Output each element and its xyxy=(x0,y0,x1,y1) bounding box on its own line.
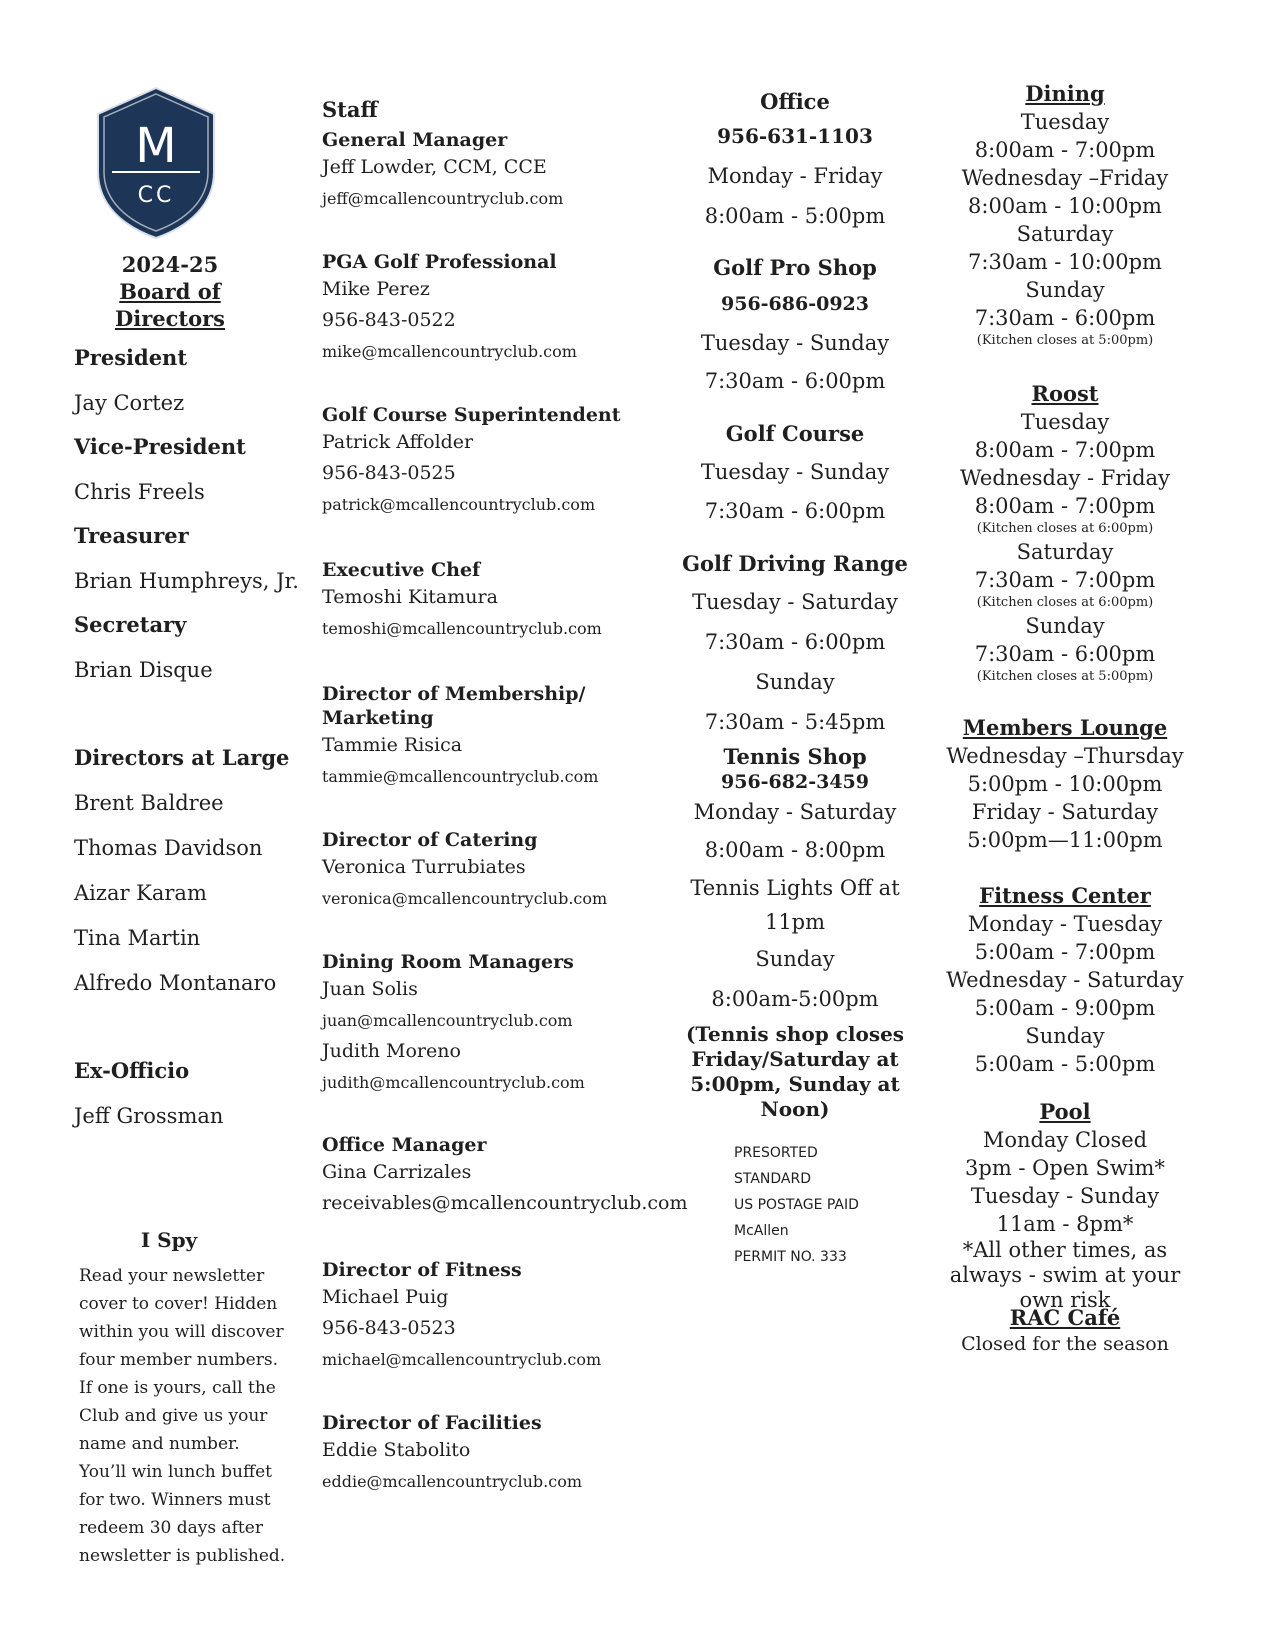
staff-name: Tammie Risica xyxy=(322,734,463,756)
lounge-line: Wednesday –Thursday xyxy=(946,744,1184,768)
ispy-line: Club and give us your xyxy=(79,1406,268,1426)
pool-line: always - swim at your xyxy=(949,1263,1181,1287)
tennis-lights: Tennis Lights Off at xyxy=(690,876,900,900)
board-title: Board of Directors xyxy=(115,279,225,331)
vice-president-name: Chris Freels xyxy=(74,480,205,504)
dining-line: 8:00am - 7:00pm xyxy=(974,138,1156,162)
driving-range-time-sunday: 7:30am - 5:45pm xyxy=(704,710,886,734)
tennis-note-line: 5:00pm, Sunday at xyxy=(690,1072,900,1096)
office-hours xyxy=(670,88,920,236)
members-lounge-hours xyxy=(940,714,1190,854)
staff-phone: 956-843-0523 xyxy=(322,1317,456,1339)
dining-line: 7:30am - 6:00pm xyxy=(974,306,1156,330)
tennis-time-sunday: 8:00am-5:00pm xyxy=(711,987,879,1011)
staff-title: Dining Room Managers xyxy=(322,951,574,973)
staff-superintendent xyxy=(322,403,621,520)
staff-catering-director xyxy=(322,828,607,914)
pro-shop-phone: 956-686-0923 xyxy=(721,293,869,315)
ispy-line: You’ll win lunch buffet xyxy=(79,1462,272,1482)
staff-name: Patrick Affolder xyxy=(322,431,474,453)
fitness-line: Sunday xyxy=(1025,1024,1105,1048)
treasurer-label: Treasurer xyxy=(74,523,189,548)
director-name: Aizar Karam xyxy=(74,881,207,905)
pool-line: *All other times, as xyxy=(962,1238,1168,1262)
pro-shop-time: 7:30am - 6:00pm xyxy=(704,369,886,393)
staff-email: eddie@mcallencountryclub.com xyxy=(322,1472,583,1491)
pro-shop-title: Golf Pro Shop xyxy=(713,255,877,280)
staff-name: Jeff Lowder, CCM, CCE xyxy=(322,156,547,178)
staff-name: Michael Puig xyxy=(322,1286,449,1308)
fitness-center-hours xyxy=(940,882,1190,1078)
driving-range-title: Golf Driving Range xyxy=(682,551,908,576)
driving-range-hours xyxy=(670,546,920,742)
tennis-note xyxy=(670,1022,920,1122)
roost-line: 7:30am - 7:00pm xyxy=(974,568,1156,592)
staff-email: patrick@mcallencountryclub.com xyxy=(322,495,596,514)
staff-title: PGA Golf Professional xyxy=(322,251,557,273)
roost-hours xyxy=(940,380,1190,686)
roost-line: Tuesday xyxy=(1020,410,1110,434)
postage-line: PERMIT NO. 333 xyxy=(734,1249,847,1265)
fitness-line: 5:00am - 7:00pm xyxy=(974,940,1156,964)
lounge-line: 5:00pm—11:00pm xyxy=(967,828,1163,852)
dining-line: Saturday xyxy=(1016,222,1114,246)
fitness-line: Wednesday - Saturday xyxy=(946,968,1184,992)
staff-name: Veronica Turrubiates xyxy=(322,856,526,878)
logo-letter-m: M xyxy=(135,118,177,174)
tennis-days-sunday: Sunday xyxy=(755,947,835,971)
postage-indicia xyxy=(734,1140,859,1270)
staff-title: Executive Chef xyxy=(322,559,481,581)
roost-line: 7:30am - 6:00pm xyxy=(974,642,1156,666)
lounge-line: 5:00pm - 10:00pm xyxy=(967,772,1163,796)
staff-email: juan@mcallencountryclub.com xyxy=(322,1011,573,1030)
ispy-line: four member numbers. xyxy=(79,1350,278,1370)
staff-office-manager xyxy=(322,1133,687,1219)
board-year: 2024-25 xyxy=(121,252,219,277)
staff-title: Director of Facilities xyxy=(322,1412,542,1434)
staff-phone: 956-843-0525 xyxy=(322,462,456,484)
staff-name: Gina Carrizales xyxy=(322,1161,472,1183)
tennis-phone: 956-682-3459 xyxy=(721,771,869,793)
roost-kitchen-note: (Kitchen closes at 6:00pm) xyxy=(976,595,1154,610)
ispy-line: name and number. xyxy=(79,1434,240,1454)
staff-membership-director xyxy=(322,682,598,792)
staff-general-manager xyxy=(322,128,563,214)
staff-facilities-director xyxy=(322,1411,582,1497)
fitness-title: Fitness Center xyxy=(979,883,1151,908)
pool-line: 11am - 8pm* xyxy=(996,1212,1134,1236)
postage-line: STANDARD xyxy=(734,1171,812,1187)
office-time: 8:00am - 5:00pm xyxy=(704,204,886,228)
pool-line: own risk xyxy=(1019,1288,1111,1312)
staff-executive-chef xyxy=(322,558,602,644)
roost-kitchen-note: (Kitchen closes at 5:00pm) xyxy=(976,669,1154,684)
staff-title: Office Manager xyxy=(322,1134,487,1156)
roost-line: Saturday xyxy=(1016,540,1114,564)
dining-line: Wednesday –Friday xyxy=(961,166,1169,190)
driving-range-days: Tuesday - Saturday xyxy=(692,590,898,614)
staff-title: Golf Course Superintendent xyxy=(322,404,621,426)
dining-kitchen-note: (Kitchen closes at 5:00pm) xyxy=(976,333,1154,348)
roost-title: Roost xyxy=(1031,381,1099,406)
lounge-title: Members Lounge xyxy=(962,715,1168,740)
ex-officio-name: Jeff Grossman xyxy=(74,1104,224,1128)
pro-shop-hours xyxy=(670,252,920,400)
ispy-title: I Spy xyxy=(140,1228,198,1252)
tennis-note-line: (Tennis shop closes xyxy=(685,1022,905,1046)
staff-email: judith@mcallencountryclub.com xyxy=(322,1073,585,1092)
pool-title: Pool xyxy=(1039,1099,1091,1124)
pool-line: Tuesday - Sunday xyxy=(970,1184,1160,1208)
tennis-days: Monday - Saturday xyxy=(693,800,897,824)
director-name: Brent Baldree xyxy=(74,791,224,815)
fitness-line: Monday - Tuesday xyxy=(967,912,1163,936)
dining-line: 8:00am - 10:00pm xyxy=(968,194,1162,218)
ispy-line: redeem 30 days after xyxy=(79,1518,263,1538)
golf-course-hours xyxy=(670,416,920,530)
staff-email: tammie@mcallencountryclub.com xyxy=(322,767,599,786)
driving-range-days-sunday: Sunday xyxy=(755,670,835,694)
director-name: Tina Martin xyxy=(74,926,201,950)
staff-name: Mike Perez xyxy=(322,278,430,300)
ispy-line: cover to cover! Hidden xyxy=(79,1294,278,1314)
director-name: Thomas Davidson xyxy=(74,836,263,860)
postage-line: US POSTAGE PAID xyxy=(734,1197,859,1213)
mcc-crest-logo xyxy=(94,86,218,240)
ex-officio-label: Ex-Officio xyxy=(74,1058,190,1083)
staff-phone: 956-843-0522 xyxy=(322,309,456,331)
directors-at-large-label: Directors at Large xyxy=(74,745,290,770)
secretary-label: Secretary xyxy=(74,612,187,637)
dining-title: Dining xyxy=(1025,81,1105,106)
treasurer-name: Brian Humphreys, Jr. xyxy=(74,569,299,593)
dining-hours xyxy=(940,80,1190,350)
pro-shop-days: Tuesday - Sunday xyxy=(700,331,890,355)
tennis-shop-hours xyxy=(670,744,920,1122)
pool-hours xyxy=(940,1098,1190,1313)
rac-title: RAC Café xyxy=(1009,1305,1121,1330)
fitness-line: 5:00am - 5:00pm xyxy=(974,1052,1156,1076)
dining-line: Sunday xyxy=(1025,278,1105,302)
staff-title: General Manager xyxy=(322,129,508,151)
ispy-line: within you will discover xyxy=(79,1322,284,1342)
driving-range-time: 7:30am - 6:00pm xyxy=(704,630,886,654)
ispy-body xyxy=(79,1262,286,1570)
logo-letters-cc: CC xyxy=(137,183,175,208)
tennis-time: 8:00am - 8:00pm xyxy=(704,838,886,862)
president-label: President xyxy=(74,345,188,370)
office-title: Office xyxy=(760,89,830,114)
rac-cafe-hours xyxy=(940,1305,1190,1357)
ispy-line: newsletter is published. xyxy=(79,1546,286,1566)
staff-name: Judith Moreno xyxy=(322,1040,461,1062)
board-heading xyxy=(70,251,270,332)
secretary-name: Brian Disque xyxy=(74,658,213,682)
golf-course-title: Golf Course xyxy=(725,421,865,446)
ispy-line: Read your newsletter xyxy=(79,1266,265,1286)
postage-line: PRESORTED xyxy=(734,1145,818,1161)
golf-course-days: Tuesday - Sunday xyxy=(700,460,890,484)
staff-name: Juan Solis xyxy=(322,978,418,1000)
staff-email: receivables@mcallencountryclub.com xyxy=(322,1192,688,1214)
vice-president-label: Vice-President xyxy=(74,434,246,459)
rac-line: Closed for the season xyxy=(961,1333,1169,1355)
dining-line: 7:30am - 10:00pm xyxy=(968,250,1162,274)
staff-label: Staff xyxy=(322,97,378,122)
office-phone: 956-631-1103 xyxy=(717,124,873,148)
fitness-line: 5:00am - 9:00pm xyxy=(974,996,1156,1020)
postage-line: McAllen xyxy=(734,1223,789,1239)
tennis-note-line: Friday/Saturday at xyxy=(691,1047,899,1071)
staff-email: mike@mcallencountryclub.com xyxy=(322,342,577,361)
staff-fitness-director xyxy=(322,1258,601,1375)
tennis-note-line: Noon) xyxy=(760,1097,830,1121)
staff-name: Temoshi Kitamura xyxy=(322,586,498,608)
lounge-line: Friday - Saturday xyxy=(971,800,1159,824)
staff-email: michael@mcallencountryclub.com xyxy=(322,1350,602,1369)
roost-line: 8:00am - 7:00pm xyxy=(974,494,1156,518)
staff-title: Director of Catering xyxy=(322,829,538,851)
staff-email: temoshi@mcallencountryclub.com xyxy=(322,619,602,638)
roost-line: Wednesday - Friday xyxy=(960,466,1170,490)
roost-kitchen-note: (Kitchen closes at 6:00pm) xyxy=(976,521,1154,536)
ispy-line: If one is yours, call the xyxy=(79,1378,276,1398)
roost-line: 8:00am - 7:00pm xyxy=(974,438,1156,462)
staff-email: jeff@mcallencountryclub.com xyxy=(322,189,564,208)
golf-course-time: 7:30am - 6:00pm xyxy=(704,499,886,523)
staff-title: Director of Membership/ xyxy=(322,683,586,705)
staff-golf-professional xyxy=(322,250,577,367)
tennis-title: Tennis Shop xyxy=(723,744,867,769)
staff-title: Director of Fitness xyxy=(322,1259,522,1281)
pool-line: Monday Closed xyxy=(982,1128,1148,1152)
staff-email: veronica@mcallencountryclub.com xyxy=(322,889,608,908)
dining-line: Tuesday xyxy=(1020,110,1110,134)
staff-name: Eddie Stabolito xyxy=(322,1439,471,1461)
office-days: Monday - Friday xyxy=(707,164,883,188)
staff-dining-room-managers xyxy=(322,950,585,1098)
pool-line: 3pm - Open Swim* xyxy=(965,1156,1165,1180)
director-name: Alfredo Montanaro xyxy=(74,971,277,995)
tennis-lights-time: 11pm xyxy=(764,910,826,934)
staff-title-cont: Marketing xyxy=(322,707,434,729)
ispy-line: for two. Winners must xyxy=(79,1490,271,1510)
roost-line: Sunday xyxy=(1025,614,1105,638)
president-name: Jay Cortez xyxy=(74,391,185,415)
